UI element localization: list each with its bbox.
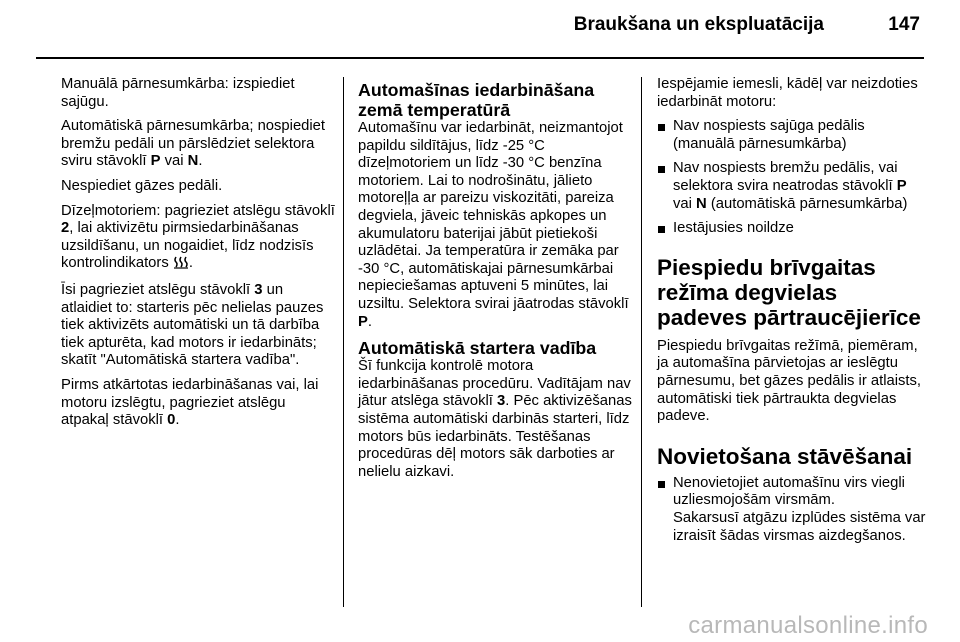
heading-fuel-cutoff: Piespiedu brīvgaitas režīma degvielas padeves pārtraucējierīce bbox=[657, 254, 921, 330]
list-item-brake bbox=[657, 160, 927, 213]
text: . bbox=[198, 153, 203, 170]
text: Pirms atkārtotas iedarbināšanas vai, lai motoru izslēgtu, pagrieziet atslēgu atpakaļ stāvoklī bbox=[61, 376, 319, 429]
position-n: N bbox=[696, 195, 707, 212]
text: Nav nospiests bremžu pedālis, vai selektora svira neatrodas stāvoklī bbox=[673, 160, 898, 194]
glow-plug-indicator-icon bbox=[173, 255, 189, 275]
text: . bbox=[175, 412, 180, 429]
text: Īsi pagrieziet atslēgu stāvoklī bbox=[61, 281, 255, 298]
text: . Pēc aktivizēšanas sistēma automātiski darbinās starteri, līdz motors būs iedarbināts. Testēšanas procedūras dēļ motors sāk darboties ar nelielu aizkavi. bbox=[358, 393, 632, 480]
page-number: 147 bbox=[888, 14, 920, 35]
position-0: 0 bbox=[167, 412, 176, 429]
paragraph-clutch: Manuālā pārnesumkārba: izspiediet sajūgu. bbox=[61, 76, 295, 110]
text: . bbox=[367, 313, 372, 330]
text: (automātiskā pārnesumkārba) bbox=[706, 195, 908, 212]
column-left bbox=[61, 76, 335, 437]
text: Nenovietojiet automašīnu virs viegli uzliesmojošām virsmām. bbox=[673, 474, 905, 509]
paragraph-fuel-cutoff: Piespiedu brīvgaitas režīmā, piemēram, ja automašīna pārvietojas ar ieslēgtu pārnesumu, bet gāzes pedālis ir atlaists, automātiski tiek pārtraukta degvielas padeve. bbox=[657, 337, 922, 425]
paragraph-reasons: Iespējamie iemesli, kādēļ var neizdoties iedarbināt motoru: bbox=[657, 76, 918, 110]
heading-cold-start: Automašīnas iedarbināšana zemā temperatūrā bbox=[358, 80, 595, 120]
text: Sakarsusī atgāzu izplūdes sistēma var izraisīt šādas virsmas aizdegšanos. bbox=[673, 509, 926, 544]
text: vai bbox=[160, 153, 188, 170]
heading-auto-starter: Automātiskā startera vadība bbox=[358, 338, 597, 359]
text: , lai aktivizētu pirmsiedarbināšanas uzsildīšanu, un nogaidiet, līdz nodzisīs kontrolindikators bbox=[61, 220, 314, 272]
list-item-parking bbox=[657, 475, 927, 545]
paragraph-ignition bbox=[61, 282, 335, 370]
column-right bbox=[657, 76, 927, 552]
column-divider-right bbox=[641, 77, 642, 607]
watermark: carmanualsonline.info bbox=[688, 612, 928, 639]
position-3: 3 bbox=[497, 393, 506, 410]
position-p: P bbox=[896, 177, 907, 194]
position-p: P bbox=[150, 153, 161, 170]
position-2: 2 bbox=[61, 220, 70, 237]
paragraph-diesel bbox=[61, 203, 335, 275]
header-divider bbox=[36, 57, 924, 59]
paragraph-cold-start bbox=[358, 120, 634, 331]
position-p: P bbox=[358, 313, 368, 330]
text: Šī funkcija kontrolē motora iedarbināšanas procedūru. Vadītājam nav jātur atslēga stāvoklī bbox=[358, 358, 631, 410]
text: Automātiskā pārnesumkārba; nospiediet bremžu pedāli un pārslēdziet selektora sviru stāvoklī bbox=[61, 118, 326, 170]
paragraph-automatic bbox=[61, 118, 335, 171]
list-item-timeout: Iestājusies noildze bbox=[657, 220, 927, 238]
column-divider-left bbox=[343, 77, 344, 607]
heading-parking: Novietošana stāvēšanai bbox=[657, 443, 913, 469]
column-middle bbox=[358, 80, 634, 488]
text: vai bbox=[673, 195, 697, 212]
position-n: N bbox=[187, 153, 199, 170]
list-item-clutch: Nav nospiests sajūga pedālis (manuālā pārnesumkārba) bbox=[657, 118, 927, 153]
text: Dīzeļmotoriem: pagrieziet atslēgu stāvoklī bbox=[61, 202, 335, 219]
text: Automašīnu var iedarbināt, neizmantojot papildu sildītājus, līdz -25 °C dīzeļmotoriem un līdz -30 °C benzīna motoriem. Lai to nodrošinātu, jālieto motoreļļa ar pareizu viskozitāti, pareiza degviela, jāveic tehniskās apkopes un akumulatoru baterijai jābūt pietiekoši uzlādētai. Ja temperatūra ir zemāka par -30 °C, automātiskajai pārnesumkārbai nepieciešamas aptuveni 5 minūtes, lai uzsiltu. Selektora svirai jāatrodas stāvoklī bbox=[358, 120, 629, 312]
running-header-title: Braukšana un ekspluatācija bbox=[573, 14, 824, 35]
paragraph-restart bbox=[61, 377, 335, 430]
text: . bbox=[188, 255, 193, 272]
paragraph-auto-starter bbox=[358, 358, 634, 481]
paragraph-accelerator: Nespiediet gāzes pedāli. bbox=[61, 177, 223, 194]
position-3: 3 bbox=[254, 281, 263, 298]
text: un atlaidiet to: starteris pēc nelielas pauzes tiek aktivizēts automātiski un tā darbība tiek apturēta, kad motors ir iedarbināts; skatīt "Automātiskā startera vadība". bbox=[61, 281, 324, 369]
